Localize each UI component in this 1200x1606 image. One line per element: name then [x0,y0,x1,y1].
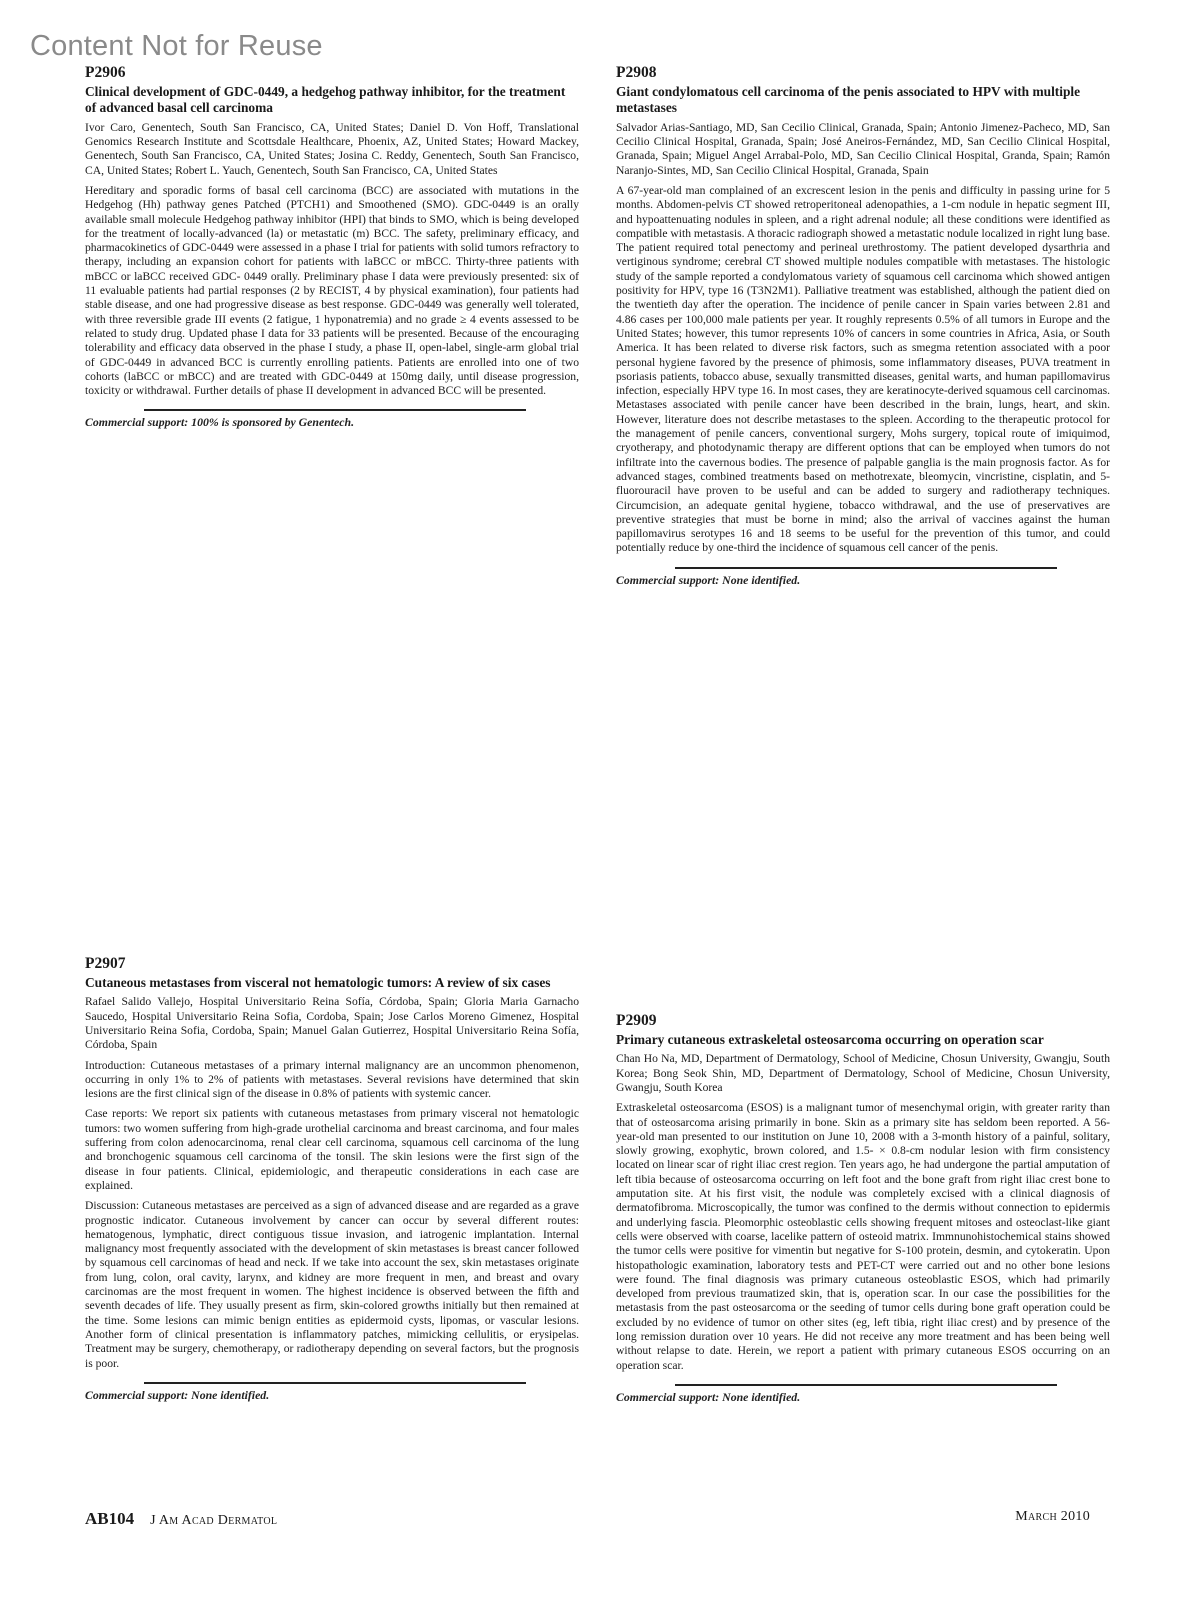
page-number: AB104 [85,1509,135,1528]
commercial-support: Commercial support: None identified. [85,1387,270,1402]
abstract-p2909 [616,1012,1110,1404]
abstract-introduction: Introduction: Cutaneous metastases of a primary internal malignancy are an uncommon phenomenon, occurring in only 1% to 2% of patients with metastases. Several revisions have determined that skin lesions are the first clinical sign of the disease in 0.8% of patients with systemic cancer. [85,1058,579,1101]
abstract-authors: Chan Ho Na, MD, Department of Dermatology, School of Medicine, Chosun University, Gwangju, South Korea; Bong Seok Shin, MD, Department of Dermatology, School of Medicine, Chosun University, Gwangju, South Korea [616,1052,1110,1094]
abstract-title: Clinical development of GDC-0449, a hedgehog pathway inhibitor, for the treatment of advanced basal cell carcinoma [85,84,566,116]
commercial-support: Commercial support: None identified. [616,1389,801,1404]
abstract-title: Primary cutaneous extraskeletal osteosarcoma occurring on operation scar [616,1032,1044,1047]
divider-rule [675,1384,1057,1386]
abstract-body: Extraskeletal osteosarcoma (ESOS) is a malignant tumor of mesenchymal origin, with greater rarity than that of osteosarcoma arising primarily in bone. Skin as a primary site has seldom been reported. A 56-year-old man presented to our institution on June 10, 2008 with a 3-month history of a painful, solitary, slowly growing, exophytic, brown colored, and 1.5- × 0.8-cm nodular lesion with firm consistency located on linear scar of right iliac crest region. Ten years ago, he had undergone the partial amputation of left tibia because of osteosarcoma occurring on left foot and the bone graft from right iliac crest bone to amputation site. At his first visit, the nodule was completely excised with a clinical diagnosis of dermatofibroma. Microscopically, the tumor was confined to the dermis without connection to epidermis and underlying fascia. Pleomorphic osteoblastic cells showing frequent mitoses and osteoclast-like giant cells were observed with coarse, lacelike pattern of osteoid matrix. Immnunohistochemical stains showed the tumor cells were positive for vimentin but negative for S-100 protein, desmin, and cytokeratin. Upon histopathologic examination, laboratory tests and PET-CT were carried out and no other bone lesions were found. The final diagnosis was primary cutaneous osteoblastic ESOS, which had primarily developed from previous traumatized skin, that is, operation scar. In our case the possibilities for the metastasis from the past osteosarcoma or the seeding of tumor cells during bone graft operation could be excluded by no evidence of tumor on other sites (eg, left tibia, right iliac crest) and by presence of the long remission duration over 10 years. He did not receive any more treatment and has been being well without relapse to date. Herein, we report a patient with primary cutaneous ESOS occurring on an operation scar. [616,1101,1110,1372]
abstract-id: P2906 [85,64,126,81]
divider-rule [675,567,1057,569]
abstract-id: P2909 [616,1012,657,1029]
abstract-body: Hereditary and sporadic forms of basal cell carcinoma (BCC) are associated with mutations in the Hedgehog (Hh) pathway genes Patched (PTCH1) and Smoothened (SMO). GDC-0449 is an orally available small molecule Hedgehog pathway inhibitor (HPI) that binds to SMO, which is being developed for the treatment of locally-advanced (la) or metastatic (m) BCC. The safety, preliminary efficacy, and pharmacokinetics of GDC-0449 were assessed in a phase I trial for patients with solid tumors refractory to therapy, including an expansion cohort for patients with laBCC or mBCC. Thirty-three patients with mBCC or laBCC received GDC- 0449 orally. Preliminary phase I data were previously presented: six of 11 evaluable patients had partial responses (2 by RECIST, 4 by physical examination), four patients had stable disease, and one had progressive disease as best response. GDC-0449 was generally well tolerated, with three reversible grade III events (2 fatigue, 1 hyponatremia) and no grade ≥ 4 events assessed to be related to study drug. Updated phase I data for 33 patients will be presented. Because of the encouraging tolerability and efficacy data observed in the phase I study, a phase II, open-label, single-arm global trial of GDC-0449 in advanced BCC is currently enrolling patients. Patients are enrolled into one of two cohorts (laBCC or mBCC) and are treated with GDC-0449 at 150mg daily, until disease progression, toxicity or withdrawal. Further details of phase II development in advanced BCC will be presented. [85,184,579,398]
abstract-authors: Rafael Salido Vallejo, Hospital Universitario Reina Sofía, Córdoba, Spain; Gloria Maria Garnacho Saucedo, Hospital Universitario Reina Sofia, Cordoba, Spain; Jose Carlos Moreno Gimenez, Hospital Universitario Reina Sofia, Cordoba, Spain; Manuel Galan Gutierrez, Hospital Universitario Reina Sofía, Córdoba, Spain [85,995,579,1052]
abstract-authors: Ivor Caro, Genentech, South San Francisco, CA, United States; Daniel D. Von Hoff, Translational Genomics Research Institute and Scottsdale Healthcare, Phoenix, AZ, United States; Howard Mackey, Genentech, South San Francisco, CA, United States; Josina C. Reddy, Genentech, South San Francisco, CA, United States; Robert L. Yauch, Genentech, South San Francisco, CA, United States [85,120,579,177]
abstract-authors: Salvador Arias-Santiago, MD, San Cecilio Clinical, Granada, Spain; Antonio Jimenez-Pacheco, MD, San Cecilio Clinical Hospital, Granada, Spain; José Aneiros-Fernández, MD, San Cecilio Clinical Hospital, Granada, Spain; Miguel Angel Arrabal-Polo, MD, San Cecilio Clinical Hospital, Granda, Spain; Ramón Naranjo-Sintes, MD, San Cecilio Clinical Hospital, Granada, Spain [616,120,1110,177]
page-footer-left [85,1509,277,1529]
divider-rule [144,1382,526,1384]
issue-date: March 2010 [1015,1509,1090,1524]
abstract-id: P2907 [85,955,126,972]
watermark: Content Not for Reuse [30,30,323,62]
abstract-discussion: Discussion: Cutaneous metastases are perceived as a sign of advanced disease and are regarded as a grave prognostic indicator. Cutaneous involvement by cancer can occur by several different routes: hematogenous, lymphatic, direct contiguous tissue invasion, and iatrogenic implantation. Internal malignancy most frequently associated with the development of skin metastases is breast cancer followed by squamous cell carcinomas of head and neck. If we take into account the sex, skin metastases originate from lung, colon, oral cavity, larynx, and kidney are more frequent in men, and breast and ovary carcinomas are the most frequent in women. The highest incidence is observed between the fifth and seventh decades of life. They usually present as firm, skin-colored growths initially but then remained at the time. Some lesions can mimic benign entities as epidermoid cysts, lipomas, or vascular lesions. Another form of clinical presentation is inflammatory patches, mimicking cellulitis, or erysipelas. Treatment may be surgery, chemotherapy, or radiotherapy depending on several factors, but the prognosis is poor. [85,1199,579,1370]
abstract-id: P2908 [616,64,657,81]
abstract-p2908 [616,64,1110,587]
abstract-title: Giant condylomatous cell carcinoma of the penis associated to HPV with multiple metastases [616,84,1081,116]
divider-rule [144,409,526,411]
commercial-support: Commercial support: None identified. [616,572,801,587]
journal-name: J Am Acad Dermatol [150,1513,278,1528]
abstract-body: A 67-year-old man complained of an excrescent lesion in the penis and difficulty in passing urine for 5 months. Abdomen-pelvis CT showed retroperitoneal adenopathies, a 1-cm nodule in hepatic segment III, and hypoattenuating nodules in spleen, and a right adrenal nodule; all these conditions were identified as compatible with metastasis. A thoracic radiograph showed a metastatic nodule localized in right lung base. The patient required total penectomy and perineal urethrostomy. The patient developed dysarthria and vertiginous syndrome; cerebral CT showed multiple nodules compatible with metastases. The histologic study of the sample reported a condylomatous variety of squamous cell carcinoma which showed antigen positivity for HPV, type 16 (T3N2M1). Palliative treatment was established, although the patient died on the twentieth day after the operation. The incidence of penile cancer in Spain varies between 2.81 and 4.86 cases per 100,000 male patients per year. It roughly represents 0.5% of all tumors in Europe and the United States; however, this tumor represents 10% of cancers in some countries in Africa, Asia, or South America. It has been related to diverse risk factors, such as smegma retention associated with a poor personal hygiene favored by the presence of phimosis, some inflammatory diseases, PUVA treatment in psoriasis patients, tobacco abuse, sexually transmitted diseases, genital warts, and human papillomavirus infection, especially HPV type 16. In most cases, they are keratinocyte-derived squamous cell carcinomas. Metastases associated with penile cancer have been described in the brain, lungs, heart, and skin. However, literature does not describe metastases to the spleen. According to the therapeutic protocol for the management of penile cancers, conventional surgery, Mohs surgery, topical route of imiquimod, cryotherapy, and photodynamic therapy are different options that can be employed when tumors do not infiltrate into the cavernous bodies. The presence of palpable ganglia is the main prognosis factor. As for advanced stages, combined treatments based on methotrexate, bleomycin, vincristine, cisplatin, and 5-fluorouracil have proven to be useful and can be added to surgery and radiotherapy techniques. Circumcision, an adequate genital hygiene, tobacco withdrawal, and the use of preservatives are preventive strategies that must be borne in mind; also the arrival of vaccines against the human papillomavirus serotypes 16 and 18 seems to be useful for the prevention of this tumor, and could potentially reduce by one-third the incidence of squamous cell cancer of the penis. [616,184,1110,555]
abstract-p2906 [85,64,579,429]
commercial-support: Commercial support: 100% is sponsored by Genentech. [85,415,355,430]
abstract-title: Cutaneous metastases from visceral not hematologic tumors: A review of six cases [85,975,551,990]
abstract-case-reports: Case reports: We report six patients with cutaneous metastases from primary visceral not hematologic tumors: two women suffering from high-grade urothelial carcinoma and breast carcinoma, and four males suffering from colon adenocarcinoma, renal clear cell carcinoma, squamous cell carcinoma of the lung and bronchogenic squamous cell carcinoma of the tonsil. The skin lesions were the first sign of the disease in four patients. Clinical, epidemiologic, and therapeutic considerations in each case are explained. [85,1107,579,1192]
abstract-p2907 [85,955,579,1402]
